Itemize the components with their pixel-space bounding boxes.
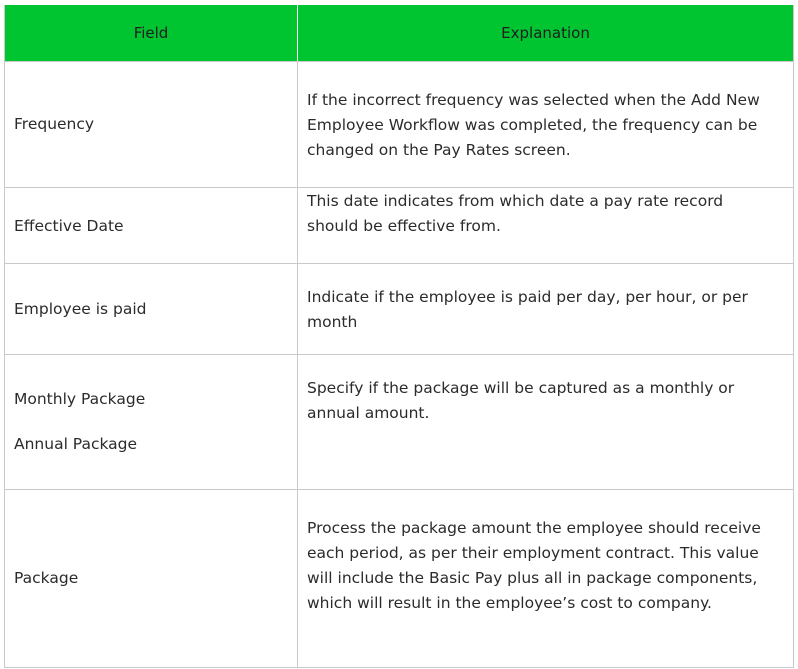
- table-row: [5, 490, 793, 668]
- field-label: Package: [14, 569, 79, 587]
- explanation-cell: [298, 264, 793, 354]
- field-cell: [5, 264, 298, 354]
- table-row: [5, 188, 793, 264]
- explanation-cell: [298, 188, 793, 263]
- field-label-annual: Annual Package: [14, 435, 138, 453]
- explanation-text: Process the package amount the employee should receive each period, as per their employment contract. This value will include the Basic Pay plus all in package components, which will result in the employee’s cost to company.: [307, 519, 761, 612]
- table-header: [5, 5, 793, 62]
- field-cell: [5, 490, 298, 667]
- table-row: [5, 355, 793, 490]
- table-row: [5, 62, 793, 188]
- header-field: Field: [5, 5, 298, 61]
- field-label-monthly: Monthly Package: [14, 390, 146, 408]
- table-row: [5, 264, 793, 355]
- field-label: Employee is paid: [14, 299, 147, 318]
- explanation-text: Indicate if the employee is paid per day, per hour, or per month: [307, 288, 748, 331]
- explanation-cell: [298, 62, 793, 187]
- header-explanation: Explanation: [501, 24, 590, 42]
- explanation-text: If the incorrect frequency was selected when the Add New Employee Workflow was completed, the frequency can be changed on the Pay Rates screen.: [307, 91, 760, 159]
- field-cell: [5, 188, 298, 263]
- explanation-text: This date indicates from which date a pay rate record should be effective from.: [307, 192, 724, 235]
- field-label: Effective Date: [14, 217, 124, 235]
- explanation-text: Specify if the package will be captured as a monthly or annual amount.: [307, 379, 735, 422]
- explanation-cell: [298, 355, 793, 489]
- explanation-cell: [298, 490, 793, 667]
- pay-rates-field-table: [4, 5, 794, 668]
- field-label: Frequency: [14, 115, 95, 133]
- field-cell: [5, 62, 298, 187]
- field-cell: [5, 355, 298, 489]
